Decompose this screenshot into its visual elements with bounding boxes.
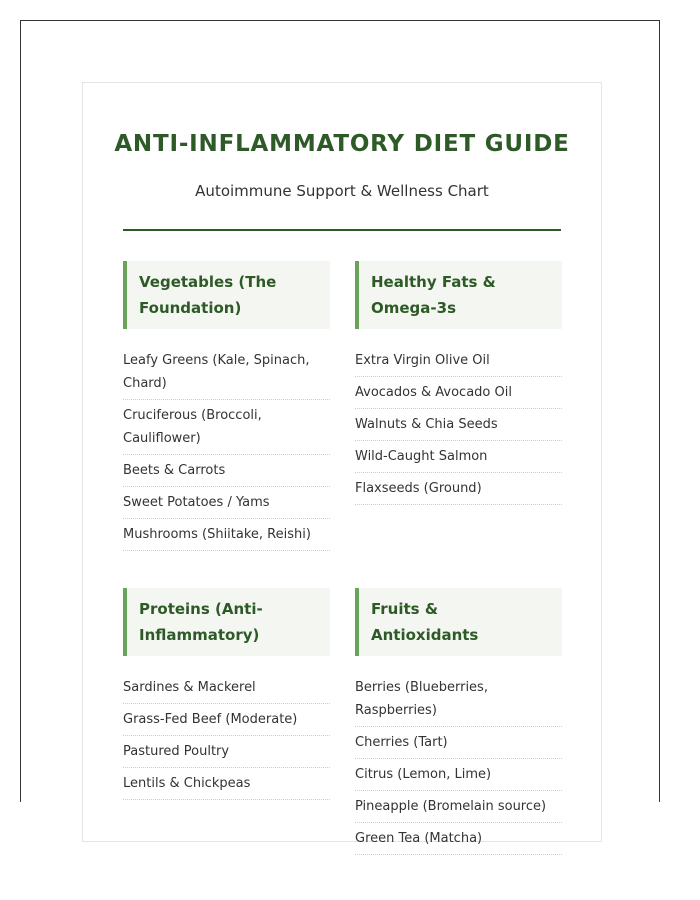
document-page bbox=[82, 82, 602, 846]
list-item: Grass-Fed Beef (Moderate) bbox=[123, 704, 330, 736]
food-list bbox=[355, 345, 562, 505]
list-item: Pineapple (Bromelain source) bbox=[355, 791, 562, 823]
section-proteins bbox=[123, 588, 330, 800]
list-item: Beets & Carrots bbox=[123, 455, 330, 487]
list-item: Leafy Greens (Kale, Spinach, Chard) bbox=[123, 345, 330, 400]
page-frame bbox=[20, 20, 660, 846]
list-item: Lentils & Chickpeas bbox=[123, 768, 330, 800]
page-title: ANTI-INFLAMMATORY DIET GUIDE bbox=[114, 131, 570, 157]
section-heading: Fruits & Antioxidants bbox=[355, 588, 562, 656]
list-item: Sardines & Mackerel bbox=[123, 672, 330, 704]
list-item: Cherries (Tart) bbox=[355, 727, 562, 759]
list-item: Sweet Potatoes / Yams bbox=[123, 487, 330, 519]
section-vegetables bbox=[123, 261, 330, 551]
list-item: Citrus (Lemon, Lime) bbox=[355, 759, 562, 791]
page-subtitle: Autoimmune Support & Wellness Chart bbox=[195, 182, 489, 200]
list-item: Berries (Blueberries, Raspberries) bbox=[355, 672, 562, 727]
food-list bbox=[123, 345, 330, 551]
list-item: Flaxseeds (Ground) bbox=[355, 473, 562, 505]
list-item: Wild-Caught Salmon bbox=[355, 441, 562, 473]
section-healthy-fats bbox=[355, 261, 562, 505]
list-item: Green Tea (Matcha) bbox=[355, 823, 562, 855]
list-item: Walnuts & Chia Seeds bbox=[355, 409, 562, 441]
food-list bbox=[355, 672, 562, 855]
list-item: Pastured Poultry bbox=[123, 736, 330, 768]
section-heading: Vegetables (The Foundation) bbox=[123, 261, 330, 329]
section-heading: Proteins (Anti-Inflammatory) bbox=[123, 588, 330, 656]
section-fruits bbox=[355, 588, 562, 855]
list-item: Avocados & Avocado Oil bbox=[355, 377, 562, 409]
section-heading: Healthy Fats & Omega-3s bbox=[355, 261, 562, 329]
list-item: Cruciferous (Broccoli, Cauliflower) bbox=[123, 400, 330, 455]
list-item: Extra Virgin Olive Oil bbox=[355, 345, 562, 377]
list-item: Mushrooms (Shiitake, Reishi) bbox=[123, 519, 330, 551]
title-divider bbox=[123, 229, 561, 231]
food-list bbox=[123, 672, 330, 800]
